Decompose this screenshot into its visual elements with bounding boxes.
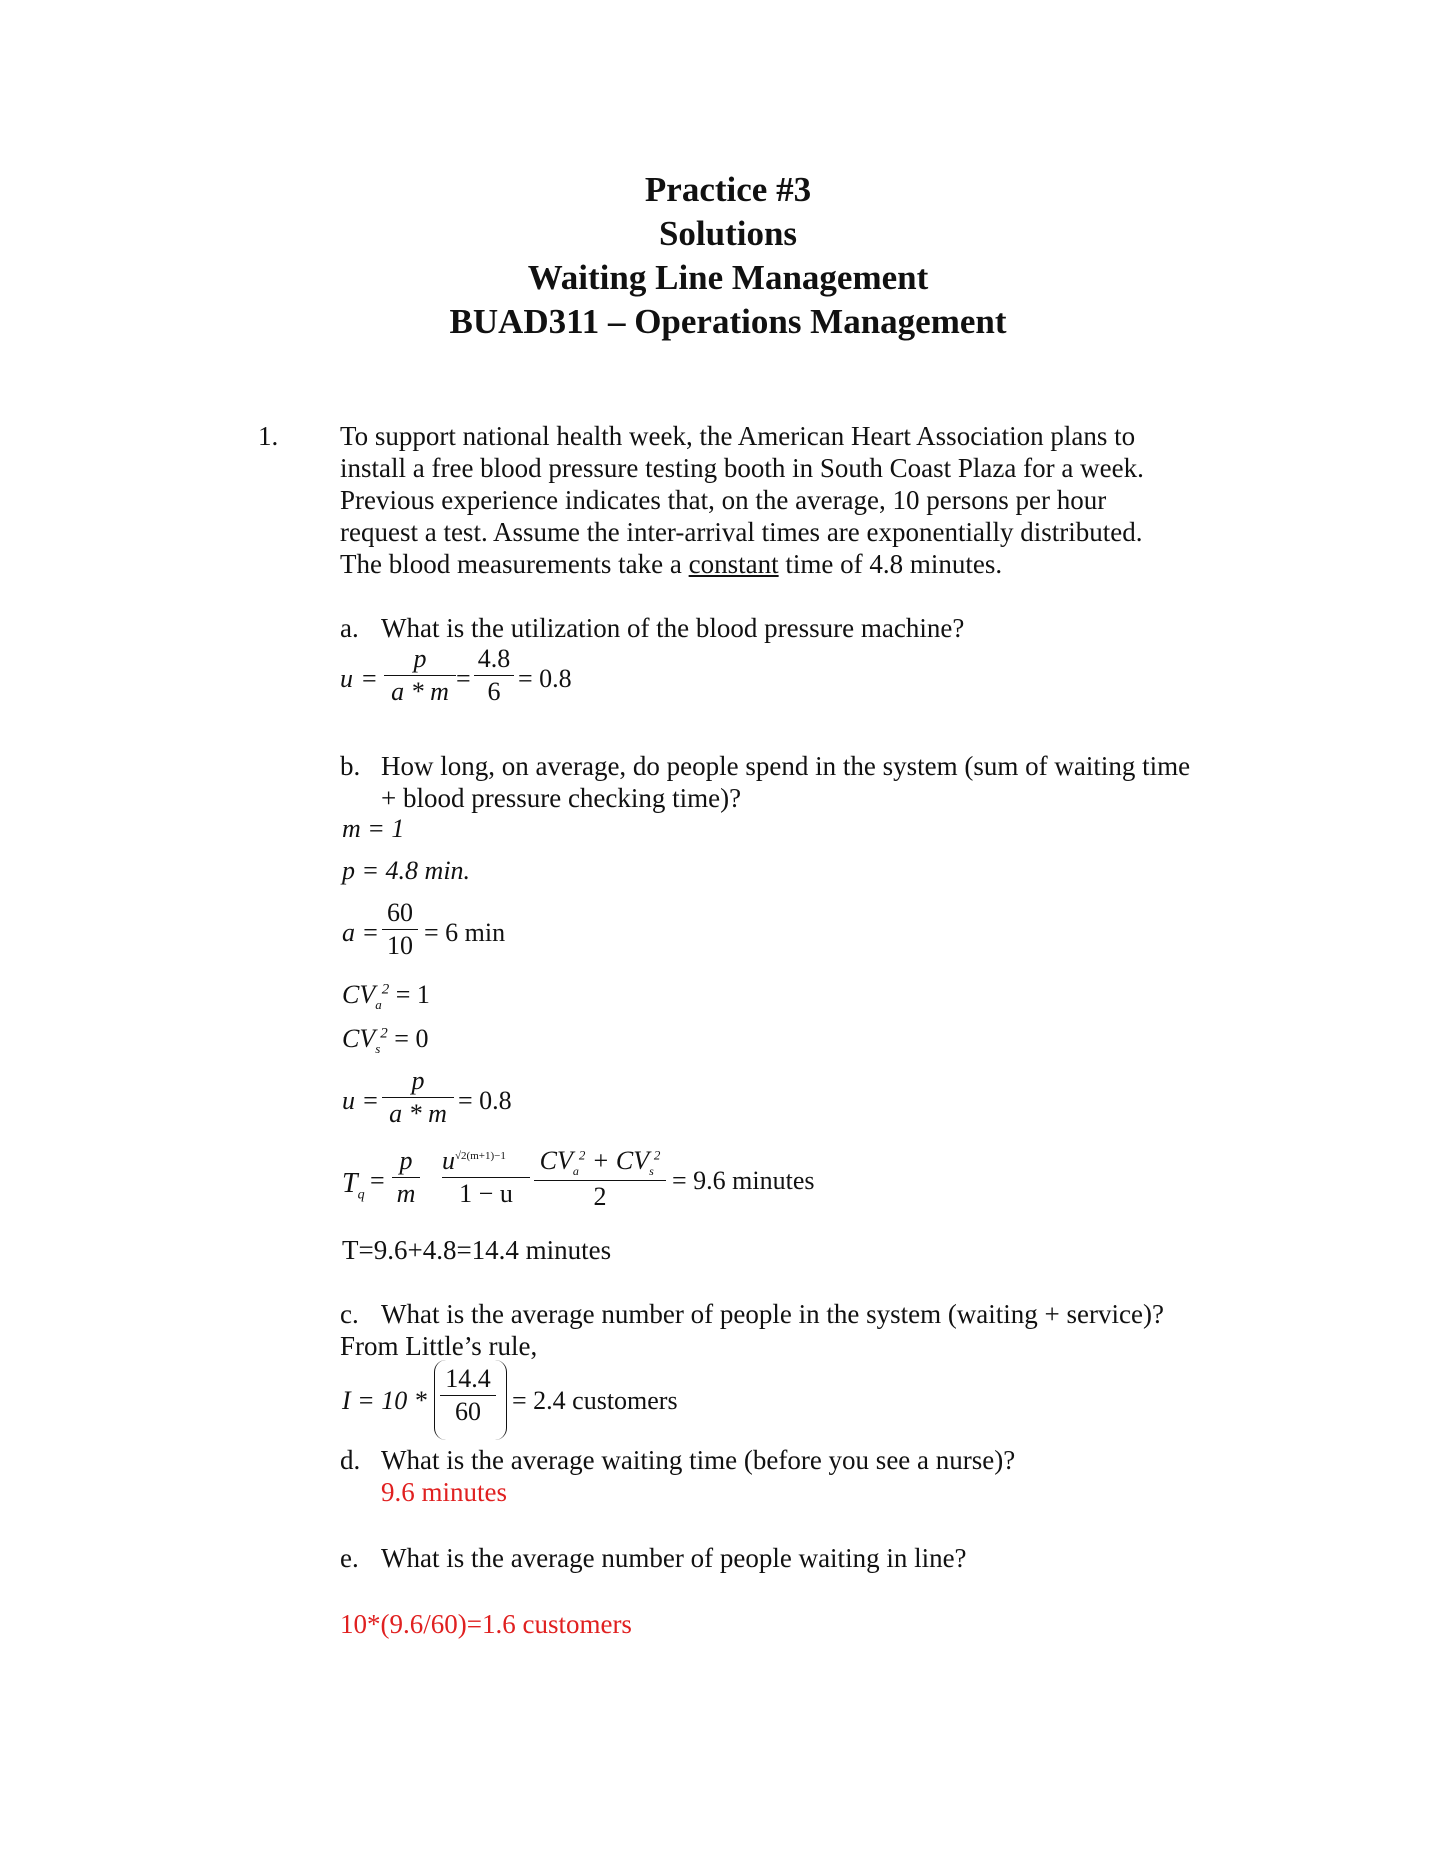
part-b-label: b. xyxy=(340,751,361,781)
part-a-frac-p-am xyxy=(384,644,456,707)
part-b-u-rhs: = 0.8 xyxy=(458,1086,512,1115)
cv-a-label: CV xyxy=(342,980,376,1009)
part-d-label: d. xyxy=(340,1445,361,1475)
part-e-label: e. xyxy=(340,1543,359,1573)
part-e-answer: 10*(9.6/60)=1.6 customers xyxy=(340,1609,632,1639)
part-a-eq2: = xyxy=(456,664,471,693)
tq-cvs-sub: s xyxy=(649,1164,654,1179)
fraction-bar xyxy=(382,929,418,930)
part-c-lhs: I = 10 * xyxy=(342,1386,427,1415)
part-b-tq-result: = 9.6 minutes xyxy=(672,1166,815,1195)
problem-line-5-pre: The blood measurements take a xyxy=(340,549,689,579)
fraction-bar xyxy=(392,1177,420,1178)
tq-p: p xyxy=(399,1146,413,1175)
part-b-a-lhs: a = xyxy=(342,918,380,947)
right-paren xyxy=(494,1360,507,1440)
part-b-cvs xyxy=(342,1024,428,1057)
part-d-question: What is the average waiting time (before you see a nurse)? xyxy=(381,1445,1016,1475)
part-d-answer: 9.6 minutes xyxy=(381,1477,507,1507)
part-c-frac xyxy=(440,1364,496,1427)
problem-line-3: Previous experience indicates that, on the average, 10 persons per hour xyxy=(340,485,1107,515)
fraction-bar xyxy=(474,675,514,676)
part-c-num: 14.4 xyxy=(445,1364,491,1393)
part-a-frac-48-6 xyxy=(474,644,514,707)
tq-2: 2 xyxy=(593,1182,607,1212)
title-line-1: Practice #3 xyxy=(644,170,812,209)
part-b-a-num: 60 xyxy=(387,898,413,927)
tq-exponent: √2(m+1)−1 xyxy=(455,1150,506,1162)
fraction-bar xyxy=(442,1177,530,1178)
part-b-a-frac xyxy=(382,898,418,961)
part-b-tq-frac-u xyxy=(442,1146,530,1209)
problem-number: 1. xyxy=(258,421,279,451)
part-b-a-rhs: = 6 min xyxy=(424,918,506,947)
part-a-label: a. xyxy=(340,613,359,643)
constant-underlined: constant xyxy=(688,549,779,579)
cv-a-value: = 1 xyxy=(395,980,430,1009)
title-line-4: BUAD311 – Operations Management xyxy=(449,302,1007,341)
cv-s-sup: 2 xyxy=(380,1025,388,1042)
part-c-result: = 2.4 customers xyxy=(512,1386,678,1415)
tq-cva: CV xyxy=(539,1146,573,1175)
cv-a-sub: a xyxy=(375,997,382,1013)
problem-line-2: install a free blood pressure testing booth in South Coast Plaza for a week. xyxy=(340,453,1144,483)
problem-line-5 xyxy=(340,548,1002,580)
tq-cv-sum xyxy=(534,1146,666,1179)
part-c-label: c. xyxy=(340,1299,359,1329)
cv-s-label: CV xyxy=(342,1024,376,1053)
part-a-am: a * m xyxy=(391,677,449,706)
part-a-6: 6 xyxy=(487,677,501,706)
part-b-u-lhs: u = xyxy=(342,1086,380,1115)
part-b-question-2: + blood pressure checking time)? xyxy=(381,783,742,813)
part-b-u-den: a * m xyxy=(389,1099,447,1128)
part-a-eq1: = xyxy=(362,664,377,693)
cv-s-sub: s xyxy=(375,1041,381,1057)
tq-label: T xyxy=(342,1168,358,1199)
problem-line-5-post: time of 4.8 minutes. xyxy=(778,549,1003,579)
part-b-a-den: 10 xyxy=(387,931,413,960)
tq-cvs-sup: 2 xyxy=(653,1147,661,1163)
part-c-little: From Little’s rule, xyxy=(340,1331,538,1361)
cv-s-value: = 0 xyxy=(394,1024,429,1053)
problem-line-1: To support national health week, the American Heart Association plans to xyxy=(340,421,1136,451)
part-b-t-line: T=9.6+4.8=14.4 minutes xyxy=(342,1235,612,1265)
part-c-question: What is the average number of people in the system (waiting + service)? xyxy=(381,1299,1164,1329)
tq-m: m xyxy=(396,1179,416,1208)
problem-line-4: request a test. Assume the inter-arrival times are exponentially distributed. xyxy=(340,517,1143,547)
tq-cvs: + CV xyxy=(585,1146,650,1175)
tq-cva-sub: a xyxy=(572,1164,579,1179)
part-b-question-1: How long, on average, do people spend in the system (sum of waiting time xyxy=(381,751,1191,781)
fraction-bar xyxy=(534,1180,666,1181)
part-b-cva xyxy=(342,980,430,1013)
title-line-3: Waiting Line Management xyxy=(527,258,929,297)
part-b-u-frac xyxy=(382,1066,454,1129)
part-b-tq-eq: = xyxy=(370,1166,385,1195)
cv-a-sup: 2 xyxy=(381,981,390,998)
part-a-result: = 0.8 xyxy=(518,664,572,693)
title-line-2: Solutions xyxy=(658,214,798,253)
part-b-tq-lhs xyxy=(342,1168,365,1204)
part-a-p: p xyxy=(413,644,427,673)
part-a-48: 4.8 xyxy=(477,644,511,673)
fraction-bar xyxy=(384,675,456,676)
tq-1u: 1 − u xyxy=(459,1179,513,1208)
part-b-tq-frac-cv xyxy=(534,1146,666,1212)
part-a-u: u xyxy=(340,664,353,693)
part-b-tq-frac-pm xyxy=(392,1146,420,1209)
tq-u-num xyxy=(442,1146,530,1176)
tq-u: u xyxy=(442,1146,455,1175)
part-b-p: p = 4.8 min. xyxy=(342,856,471,885)
part-b-u-num: p xyxy=(411,1066,425,1095)
fraction-bar xyxy=(382,1097,454,1098)
fraction-bar xyxy=(440,1395,496,1396)
tq-cva-sup: 2 xyxy=(578,1147,586,1163)
part-a-question: What is the utilization of the blood pressure machine? xyxy=(381,613,965,643)
part-c-den: 60 xyxy=(455,1397,481,1426)
part-e-question: What is the average number of people waiting in line? xyxy=(381,1543,967,1573)
part-b-m: m = 1 xyxy=(342,814,405,843)
tq-sub: q xyxy=(357,1187,365,1203)
